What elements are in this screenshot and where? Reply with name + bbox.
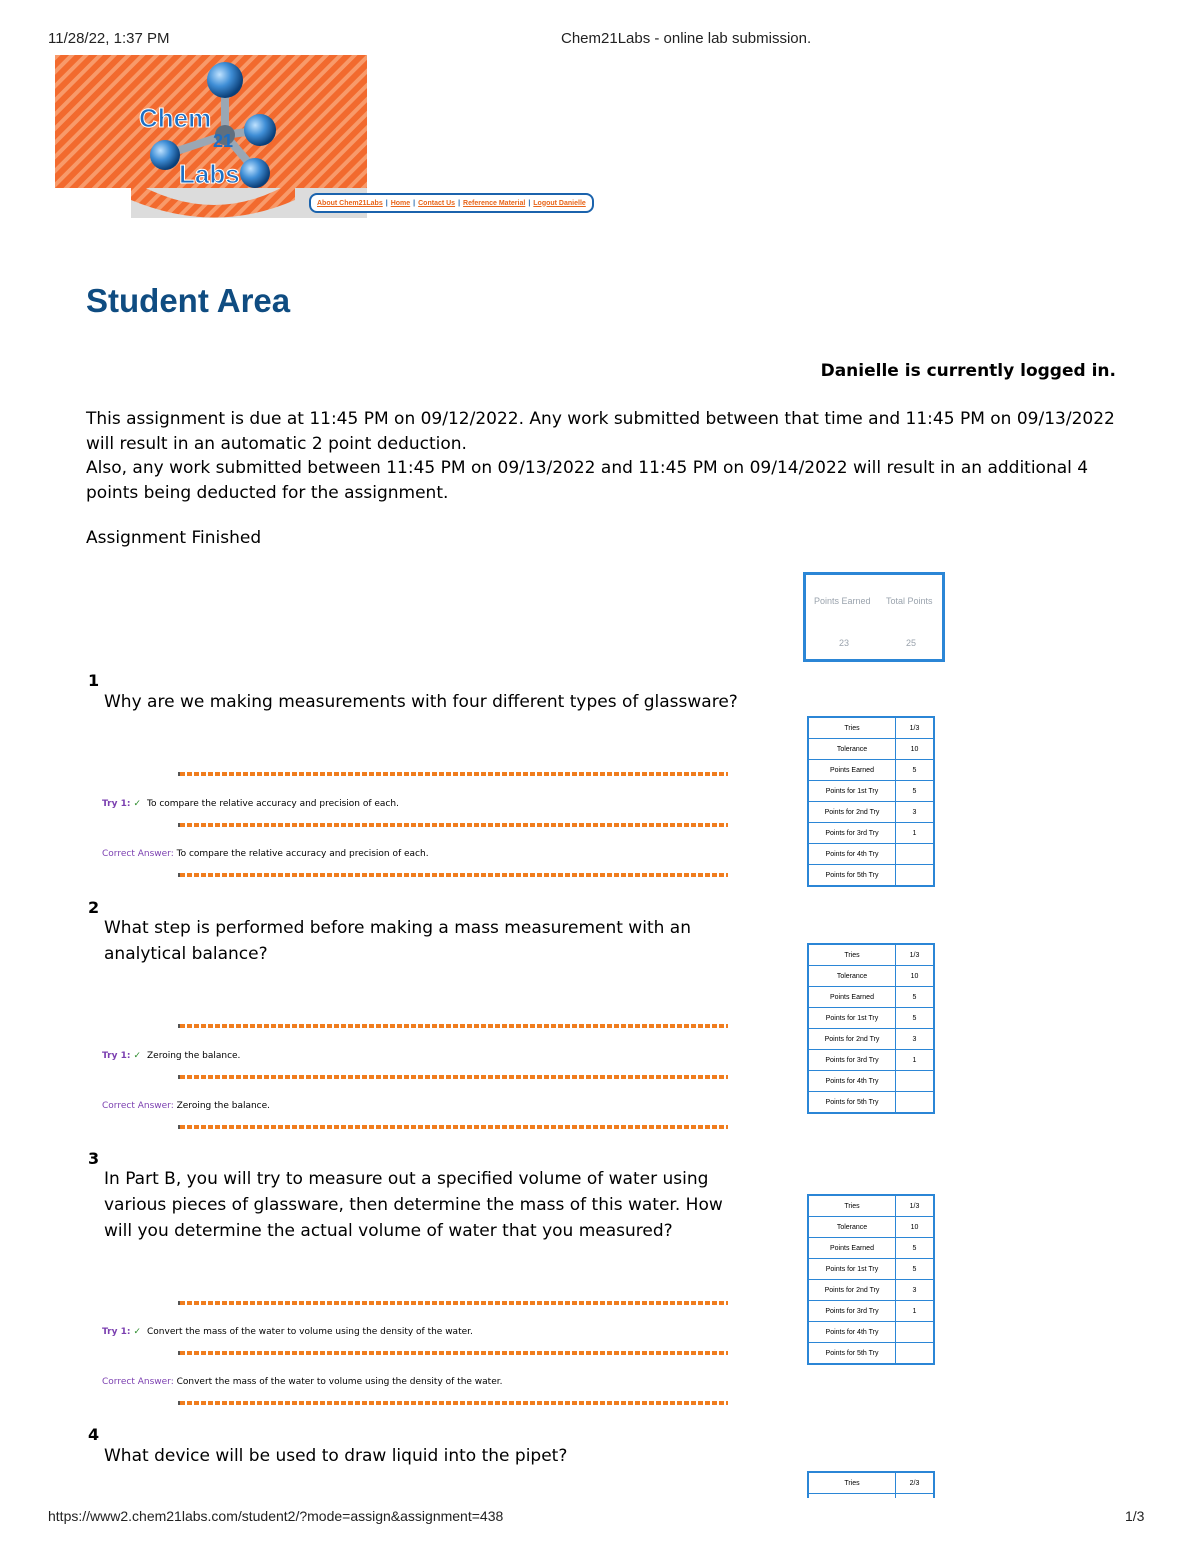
answer-divider [178,1301,728,1305]
tries-label: Tries [808,1472,896,1494]
try-answer: Zeroing the balance. [147,1051,241,1061]
try1-points-label: Points for 1st Try [808,781,896,802]
answer-divider [178,1125,728,1129]
try4-points-value [896,1071,935,1092]
try-label: Try 1: [102,1327,131,1337]
nav-home[interactable]: Home [390,199,411,207]
try-label: Try 1: [102,1051,131,1061]
points-earned-label: Points Earned [808,760,896,781]
points-earned-label: Points Earned [814,596,871,606]
score-table [807,943,935,1114]
try-answer: Convert the mass of the water to volume using the density of the water. [147,1327,473,1337]
points-earned-value: 5 [896,1238,935,1259]
login-status: Danielle is currently logged in. [820,361,1116,381]
try2-points-label: Points for 2nd Try [808,1029,896,1050]
answer-divider [178,772,728,776]
question-number: 3 [88,1149,100,1168]
score-table [807,1194,935,1365]
try4-points-value [896,1322,935,1343]
print-datetime: 11/28/22, 1:37 PM [48,30,170,47]
try5-points-value [896,1343,935,1365]
try3-points-value: 1 [896,823,935,844]
tolerance-label: Tolerance [808,1217,896,1238]
total-points-value: 25 [906,638,917,648]
late-penalty-notice: Also, any work submitted between 11:45 PM on 09/13/2022 and 11:45 PM on 09/14/2022 will result in an additional 4 points being deducted for the assignment. [86,458,1089,503]
correct-answer-text: To compare the relative accuracy and precision of each. [176,849,429,859]
question-text: Why are we making measurements with four different types of glassware? [104,692,738,712]
question-text: In Part B, you will try to measure out a specified volume of water using various pieces of glassware, then determine the mass of this water. How will you determine the actual volume of water that you measured? [104,1169,723,1241]
score-table [807,1471,935,1498]
try-1-response [102,1051,240,1061]
try3-points-label: Points for 3rd Try [808,1301,896,1322]
tries-value: 2/3 [896,1472,935,1494]
try2-points-value: 3 [896,1280,935,1301]
tries-value: 1/3 [896,1195,935,1217]
try4-points-value [896,844,935,865]
try2-points-label: Points for 2nd Try [808,802,896,823]
score-table-clip [807,1471,938,1498]
points-earned-label: Points Earned [808,1238,896,1259]
question-text: What step is performed before making a mass measurement with an analytical balance? [104,918,691,964]
tries-label: Tries [808,1195,896,1217]
correct-answer-text: Zeroing the balance. [176,1101,271,1111]
answer-divider [178,1075,728,1079]
try-1-response [102,799,399,809]
try5-points-label: Points for 5th Try [808,865,896,887]
logo-word-chem: Chem [139,103,212,133]
try-1-response [102,1327,473,1337]
question-number: 4 [88,1425,100,1444]
checkmark-icon: ✓ [133,799,141,809]
answer-divider [178,1024,728,1028]
nav-reference[interactable]: Reference Material [463,199,526,207]
correct-answer-label: Correct Answer: [102,1101,174,1111]
print-url: https://www2.chem21labs.com/student2/?mode=assign&assignment=438 [48,1508,504,1524]
question-number: 1 [88,671,100,690]
tolerance-label: Tolerance [808,966,896,987]
total-points-label: Total Points [886,596,933,606]
question-number: 2 [88,898,100,917]
try2-points-value: 3 [896,1029,935,1050]
points-summary [803,572,945,662]
answer-divider [178,873,728,877]
tries-label: Tries [808,717,896,739]
try2-points-label: Points for 2nd Try [808,1280,896,1301]
try2-points-value: 3 [896,802,935,823]
try1-points-label: Points for 1st Try [808,1259,896,1280]
try3-points-label: Points for 3rd Try [808,823,896,844]
answer-divider [178,1351,728,1355]
score-table [807,716,935,887]
correct-answer-label: Correct Answer: [102,1377,174,1387]
correct-answer [102,1101,270,1111]
tries-value: 1/3 [896,944,935,966]
try5-points-value [896,865,935,887]
try-label: Try 1: [102,799,131,809]
answer-divider [178,1401,728,1405]
tolerance-value: 10 [896,1217,935,1238]
points-earned-value: 5 [896,987,935,1008]
try3-points-value: 1 [896,1050,935,1071]
logo-number-21: 21 [213,131,234,151]
tries-label: Tries [808,944,896,966]
try4-points-label: Points for 4th Try [808,1071,896,1092]
points-earned-label: Points Earned [808,987,896,1008]
page-title: Student Area [86,282,291,319]
correct-answer-label: Correct Answer: [102,849,174,859]
due-notice: This assignment is due at 11:45 PM on 09/12/2022. Any work submitted between that time and 11:45 PM on 09/13/2022 will result in an automatic 2 point deduction. [86,409,1115,454]
try4-points-label: Points for 4th Try [808,1322,896,1343]
nav-about[interactable]: About Chem21Labs [317,199,383,207]
tries-value: 1/3 [896,717,935,739]
try-answer: To compare the relative accuracy and precision of each. [147,799,399,809]
correct-answer [102,1377,502,1387]
question-text: What device will be used to draw liquid into the pipet? [104,1446,568,1466]
try5-points-value [896,1092,935,1114]
try5-points-label: Points for 5th Try [808,1092,896,1114]
points-earned-value: 5 [896,760,935,781]
checkmark-icon: ✓ [133,1327,141,1337]
try5-points-label: Points for 5th Try [808,1343,896,1365]
tolerance-value: 10 [896,966,935,987]
nav-contact[interactable]: Contact Us [418,199,456,207]
try4-points-label: Points for 4th Try [808,844,896,865]
answer-divider [178,823,728,827]
try3-points-label: Points for 3rd Try [808,1050,896,1071]
checkmark-icon: ✓ [133,1051,141,1061]
assignment-status: Assignment Finished [86,528,262,548]
try1-points-value: 5 [896,781,935,802]
logo-word-labs: Labs [179,159,240,189]
top-nav-bar: About Chem21Labs | Home | Contact Us | Reference Material | Logout Danielle [309,193,594,213]
points-earned-value: 23 [839,638,850,648]
correct-answer [102,849,429,859]
tolerance-value: 10 [896,739,935,760]
try1-points-value: 5 [896,1259,935,1280]
try1-points-label: Points for 1st Try [808,1008,896,1029]
nav-logout[interactable]: Logout Danielle [533,199,586,207]
correct-answer-text: Convert the mass of the water to volume using the density of the water. [176,1377,503,1387]
print-page-title: Chem21Labs - online lab submission. [561,30,812,47]
try3-points-value: 1 [896,1301,935,1322]
try1-points-value: 5 [896,1008,935,1029]
print-page-number: 1/3 [1125,1508,1145,1524]
tolerance-label: Tolerance [808,739,896,760]
